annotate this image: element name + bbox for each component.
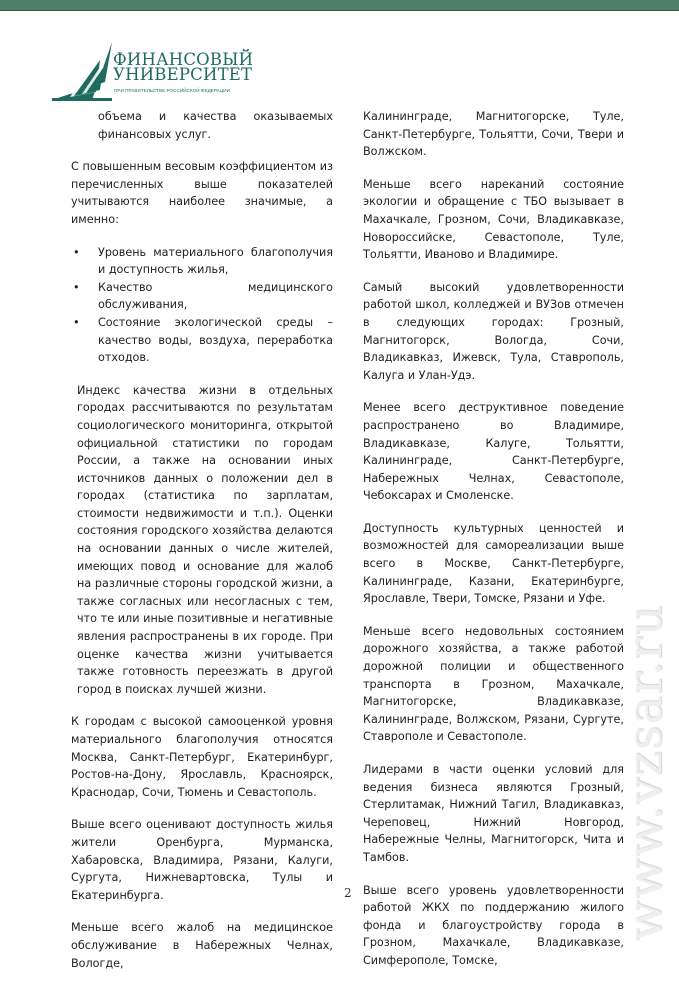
header-accent-bar (0, 0, 679, 11)
paragraph: Самый высокий удовлетворенности работой школ, колледжей и ВУЗов отмечен в следующих городах: Грозный, Магнитогорск, Вологда, Сочи, Владикавказ, Ижевск, Тула, Ставрополь, Калуга и Улан-Удэ. (363, 280, 624, 382)
list-item-text: Качество медицинского обслуживания, (98, 280, 333, 312)
bullet-icon: • (73, 245, 80, 259)
paragraph: Меньше всего нареканий состояние экологии и обращение с ТБО вызывает в Махачкале, Грозном, Сочи, Владикавказе, Новороссийске, Севастополе, Туле, Тольятти, Иваново и Владимире. (363, 177, 624, 262)
paragraph: Индекс качества жизни в отдельных городах рассчитываются по результатам социологического мониторинга, открытой официальной статистики по городам России, а также на основании иных источников данных о положении дел в городах (статистика по зарплатам, стоимости недвижимости и т.п.). Оценки состояния городского хозяйства делаются на основании данных о числе жителей, имеющих повод и основание для жалоб на различные стороны городской жизни, а также согласных или несогласных с тем, что те или иные позитивные и негативные явления распространены в их городе. При оценке качества жизни учитывается также готовность переезжать в другой город в поисках лучшей жизни. (77, 383, 333, 696)
page-number: 2 (344, 886, 352, 900)
list-item (71, 314, 333, 367)
bullet-icon: • (73, 280, 80, 294)
list-item (71, 244, 333, 279)
list-item-text: Уровень материального благополучия и доступность жилья, (98, 245, 333, 277)
paragraph: Доступность культурных ценностей и возможностей для самореализации выше всего в Москве, Санкт-Петербурге, Калининграде, Казани, Екатеринбурге, Ярославле, Твери, Томске, Рязани и Уфе. (363, 521, 624, 606)
watermark-text: www.vzsar.ru (616, 603, 673, 942)
paragraph: объема и качества оказываемых финансовых услуг. (98, 110, 333, 141)
logo-subtitle: ПРИ ПРАВИТЕЛЬСТВЕ РОССИЙСКОЙ ФЕДЕРАЦИИ (114, 88, 230, 93)
indicator-list (71, 244, 333, 367)
logo-title-line1: ФИНАНСОВЫЙ (113, 50, 254, 69)
paragraph: Меньше всего недовольных состоянием дорожного хозяйства, а также работой дорожной полиции и общественного транспорта в Грозном, Махачкале, Магнитогорске, Владикавказе, Калининграде, Волжском, Рязани, Сургуте, Ставрополе и Севастополе. (363, 624, 624, 744)
paragraph: Менее всего деструктивное поведение распространено во Владимире, Владикавказе, Калуге, Тольятти, Калининграде, Санкт-Петербурге, Набережных Челнах, Севастополе, Чебоксарах и Смоленске. (363, 401, 624, 503)
logo-title-line2: УНИВЕРСИТЕТ (113, 65, 253, 84)
logo-emblem-icon (52, 42, 114, 102)
paragraph: Калининграде, Магнитогорске, Туле, Санкт-Петербурге, Тольятти, Сочи, Твери и Волжском. (363, 110, 624, 159)
logo-title (113, 52, 253, 82)
left-column (71, 108, 333, 987)
university-logo (52, 42, 252, 102)
paragraph: Лидерами в части оценки условий для ведения бизнеса являются Грозный, Стерлитамак, Нижний Тагил, Владикавказ, Череповец, Нижний Новгород, Набережные Челны, Магнитогорск, Чита и Тамбов. (363, 763, 624, 864)
paragraph: Выше всего уровень удовлетворенности работой ЖКХ по поддержанию жилого фонда и благоустройству города в Грозном, Махачкале, Владикавказе, Симферополе, Томске, (363, 883, 624, 967)
logo-year: 1919 (66, 91, 73, 95)
right-column (363, 108, 624, 985)
paragraph: Меньше всего жалоб на медицинское обслуживание в Набережных Челнах, Вологде, (71, 921, 333, 970)
list-item-text: Состояние экологической среды – качество воды, воздуха, переработка отходов. (98, 315, 333, 365)
watermark (616, 590, 673, 955)
paragraph: К городам с высокой самооценкой уровня материального благополучия относятся Москва, Санкт-Петербург, Екатеринбург, Ростов-на-Дону, Ярославль, Красноярск, Краснодар, Сочи, Тюмень и Севастополь. (71, 715, 333, 799)
list-item (71, 279, 333, 314)
paragraph: Выше всего оценивают доступность жилья жители Оренбурга, Мурманска, Хабаровска, Владимира, Рязани, Калуги, Сургута, Нижневартовска, Тулы и Екатеринбурга. (71, 818, 333, 902)
paragraph: С повышенным весовым коэффициентом из перечисленных выше показателей учитываются наиболее значимые, а именно: (71, 160, 333, 226)
bullet-icon: • (73, 315, 80, 329)
